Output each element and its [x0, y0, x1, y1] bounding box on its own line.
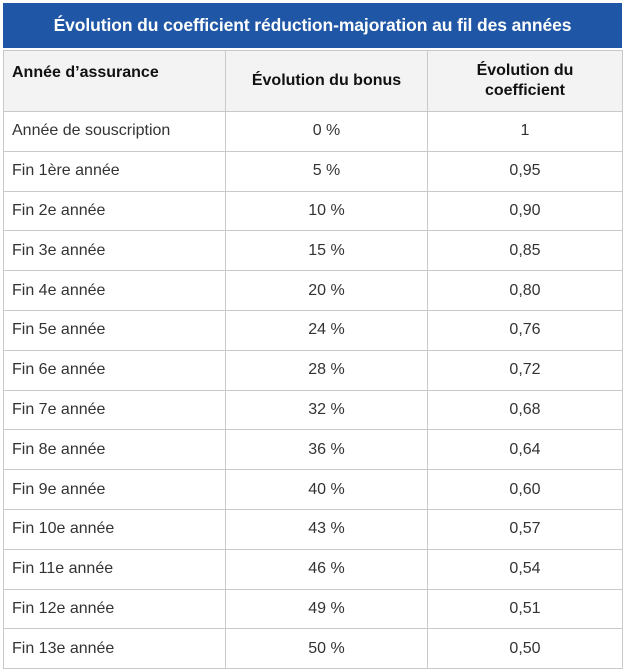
cell-year: Fin 11e année	[4, 549, 226, 589]
cell-coefficient: 0,60	[428, 470, 623, 510]
table-row	[4, 430, 623, 470]
cell-bonus: 50 %	[226, 629, 428, 669]
cell-bonus: 28 %	[226, 350, 428, 390]
table-row	[4, 549, 623, 589]
cell-year: Fin 12e année	[4, 589, 226, 629]
cell-coefficient: 0,68	[428, 390, 623, 430]
cell-bonus: 0 %	[226, 112, 428, 152]
cell-bonus: 20 %	[226, 271, 428, 311]
cell-coefficient: 0,64	[428, 430, 623, 470]
cell-year: Fin 7e année	[4, 390, 226, 430]
cell-bonus: 10 %	[226, 191, 428, 231]
table-row	[4, 191, 623, 231]
cell-year: Fin 1ère année	[4, 151, 226, 191]
table-row	[4, 231, 623, 271]
cell-year: Fin 9e année	[4, 470, 226, 510]
cell-year: Fin 6e année	[4, 350, 226, 390]
cell-coefficient: 0,51	[428, 589, 623, 629]
bonus-malus-table	[3, 50, 623, 669]
cell-year: Fin 10e année	[4, 509, 226, 549]
cell-year: Fin 3e année	[4, 231, 226, 271]
cell-bonus: 36 %	[226, 430, 428, 470]
table-row	[4, 310, 623, 350]
table-title: Évolution du coefficient réduction-majoration au fil des années	[3, 3, 622, 48]
cell-year: Fin 4e année	[4, 271, 226, 311]
table-row	[4, 589, 623, 629]
table-row	[4, 271, 623, 311]
header-coefficient: Évolution du coefficient	[428, 51, 623, 112]
table-row	[4, 390, 623, 430]
cell-coefficient: 0,76	[428, 310, 623, 350]
cell-coefficient: 0,85	[428, 231, 623, 271]
table-row	[4, 350, 623, 390]
table-row	[4, 470, 623, 510]
cell-bonus: 24 %	[226, 310, 428, 350]
cell-year: Fin 2e année	[4, 191, 226, 231]
cell-year: Fin 5e année	[4, 310, 226, 350]
cell-bonus: 46 %	[226, 549, 428, 589]
cell-coefficient: 0,90	[428, 191, 623, 231]
cell-coefficient: 0,72	[428, 350, 623, 390]
header-year: Année d’assurance	[4, 51, 226, 112]
cell-coefficient: 0,57	[428, 509, 623, 549]
cell-coefficient: 1	[428, 112, 623, 152]
cell-bonus: 49 %	[226, 589, 428, 629]
cell-bonus: 32 %	[226, 390, 428, 430]
table-row	[4, 509, 623, 549]
cell-coefficient: 0,50	[428, 629, 623, 669]
cell-coefficient: 0,54	[428, 549, 623, 589]
cell-bonus: 40 %	[226, 470, 428, 510]
cell-coefficient: 0,95	[428, 151, 623, 191]
cell-bonus: 15 %	[226, 231, 428, 271]
header-bonus: Évolution du bonus	[226, 51, 428, 112]
cell-year: Fin 8e année	[4, 430, 226, 470]
table-row	[4, 629, 623, 669]
cell-year: Fin 13e année	[4, 629, 226, 669]
cell-bonus: 5 %	[226, 151, 428, 191]
header-row	[4, 51, 623, 112]
cell-year: Année de souscription	[4, 112, 226, 152]
cell-coefficient: 0,80	[428, 271, 623, 311]
table-row	[4, 151, 623, 191]
cell-bonus: 43 %	[226, 509, 428, 549]
table-row	[4, 112, 623, 152]
